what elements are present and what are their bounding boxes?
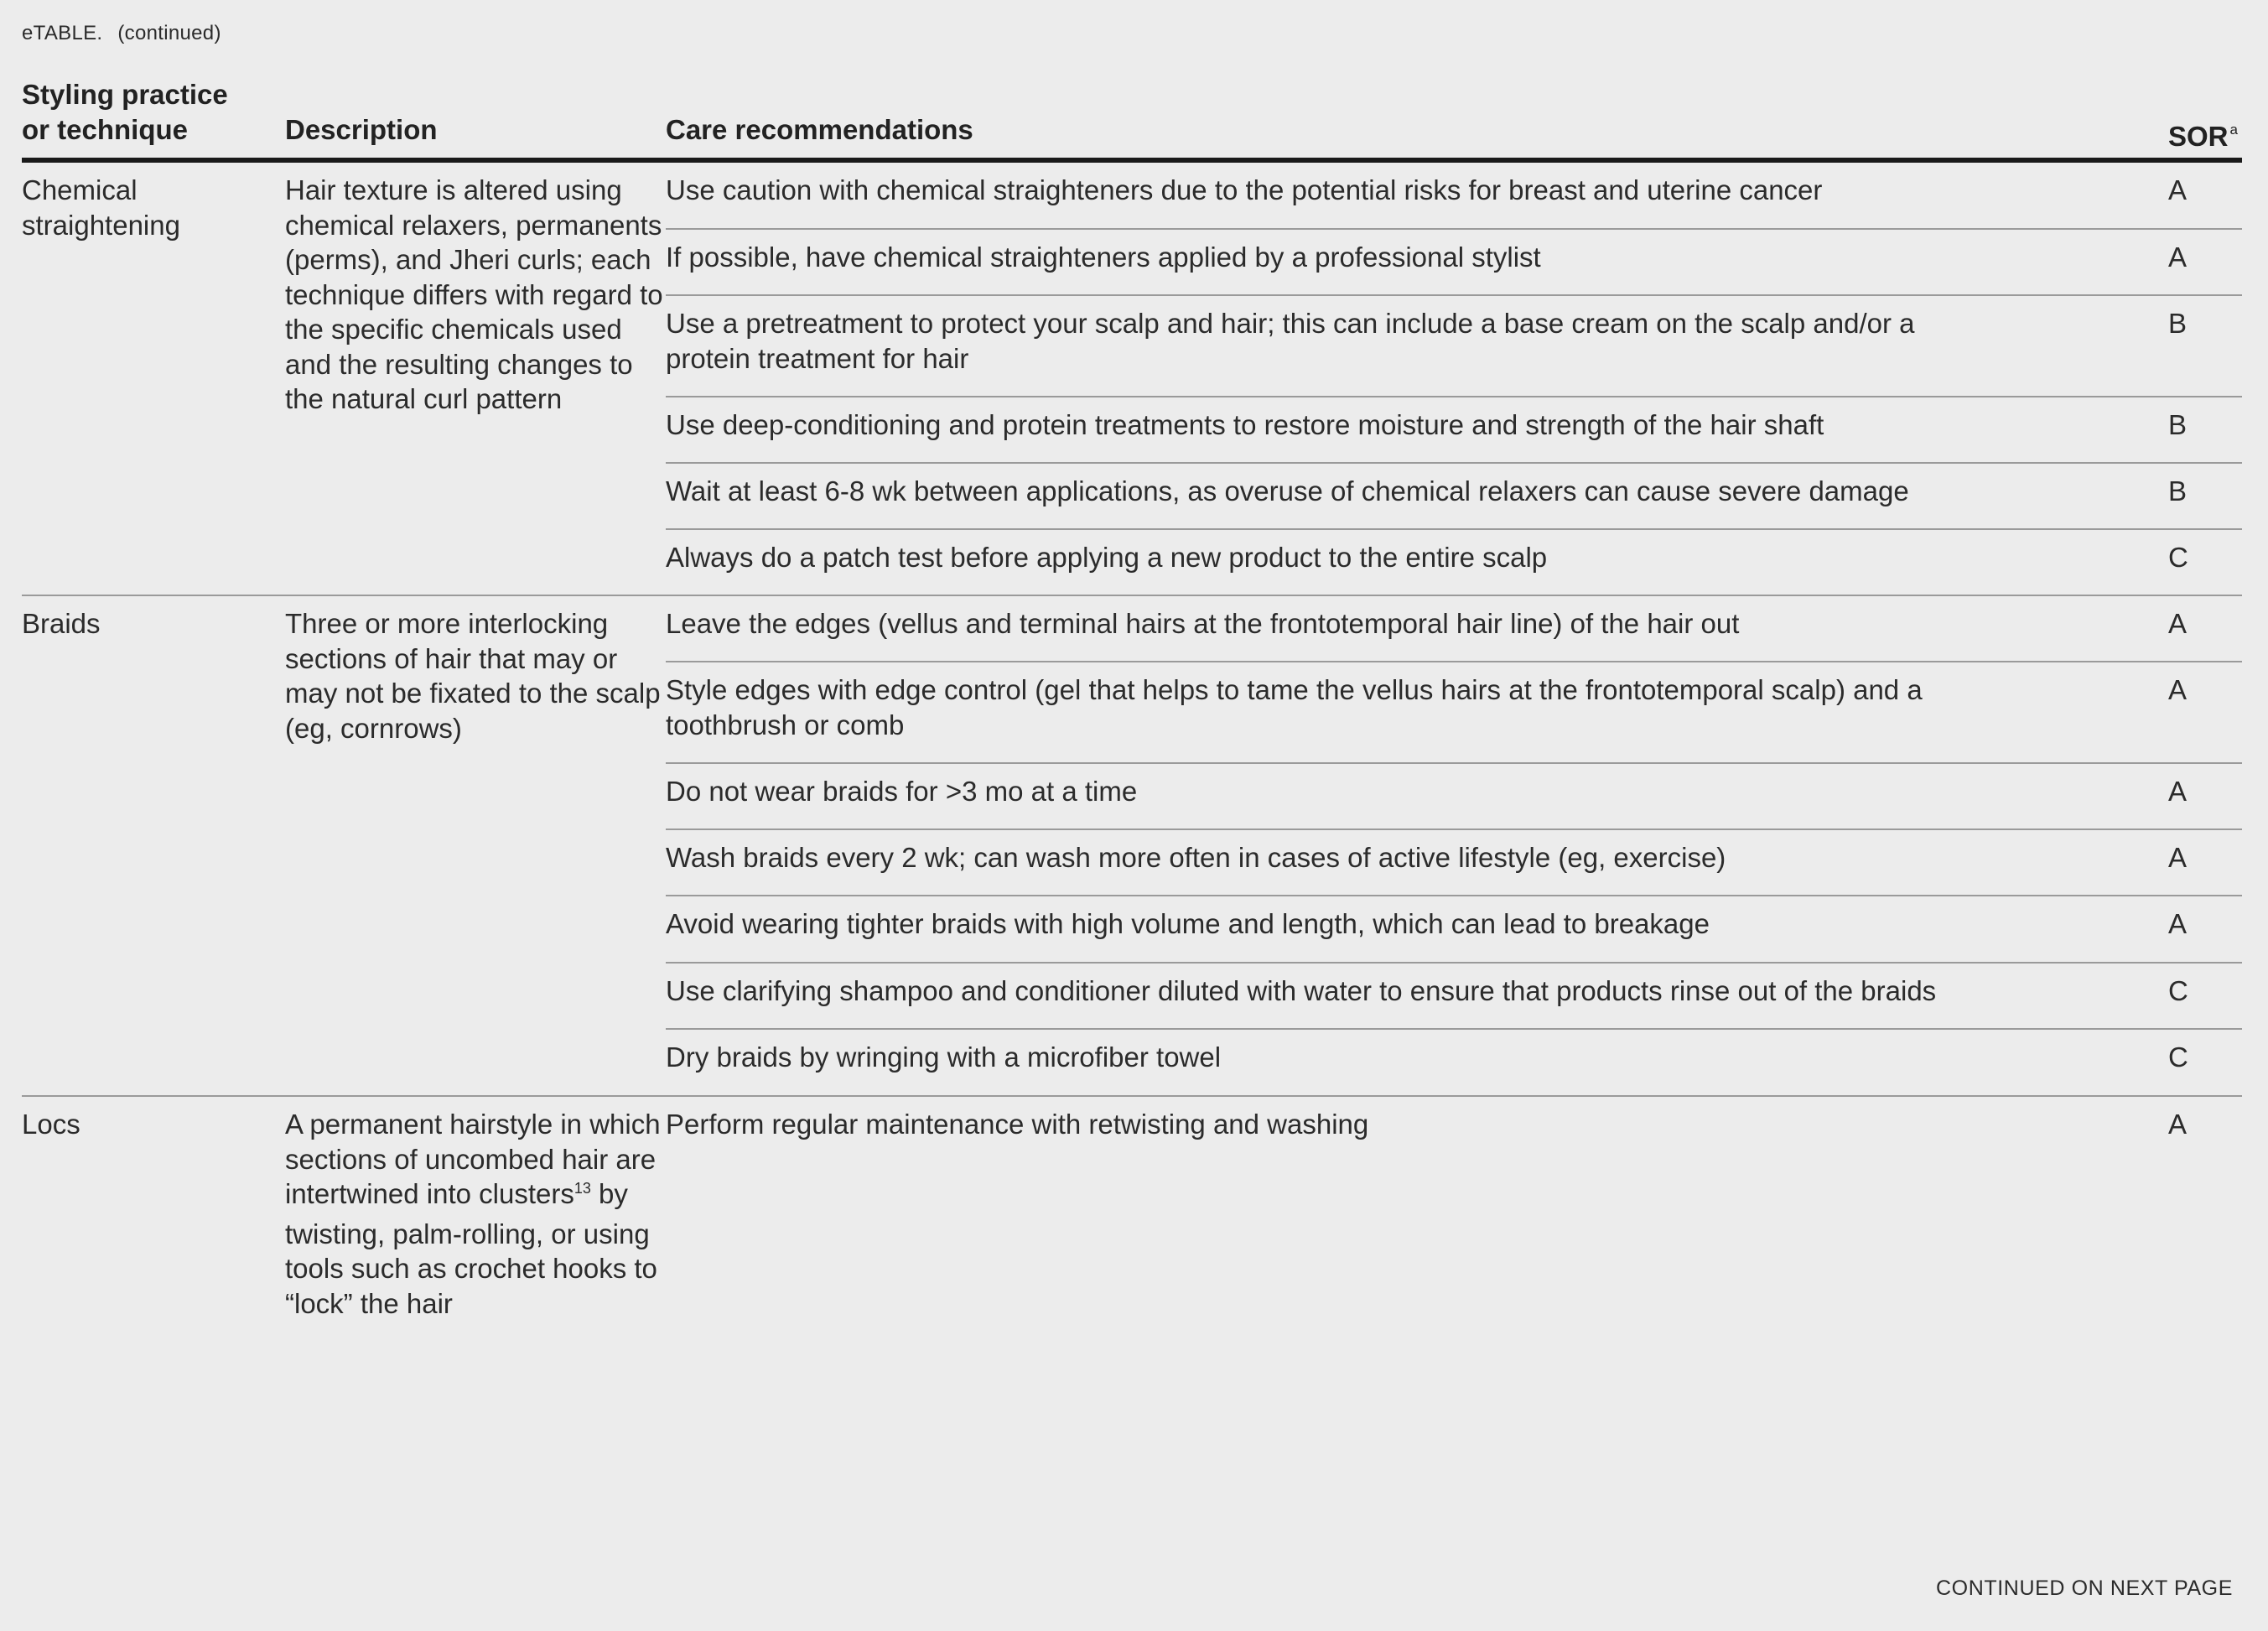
description-text: A permanent hairstyle in which sections of uncombed hair are intertwined into clusters — [285, 1109, 661, 1209]
recommendation-text: Style edges with edge control (gel that helps to tame the vellus hairs at the frontotemporal scalp) and a toothbrush or comb — [666, 674, 1923, 740]
recommendation-text: Always do a patch test before applying a new product to the entire scalp — [666, 542, 1548, 573]
header-rule — [22, 158, 2242, 163]
description-cell: Hair texture is altered using chemical relaxers, permanents (perms), and Jheri curls; each technique differs with regard to the specific chemicals used and the resulting changes to the natural curl pattern — [285, 174, 663, 414]
header-sor — [2168, 119, 2238, 159]
sor-grade: A — [2168, 1109, 2188, 1140]
sor-grade: A — [2168, 674, 2188, 705]
recommendation-text: Leave the edges (vellus and terminal hairs at the frontotemporal hair line) of the hair out — [666, 608, 1740, 639]
row-rule — [666, 661, 2242, 662]
sor-grade: A — [2168, 608, 2188, 639]
sor-grade: C — [2168, 1041, 2188, 1073]
recommendation-text: Avoid wearing tighter braids with high volume and length, which can lead to breakage — [666, 908, 1710, 939]
header-description: Description — [285, 114, 438, 145]
recommendation-text: Perform regular maintenance with retwisting and washing — [666, 1109, 1369, 1140]
sor-grade: A — [2168, 242, 2188, 273]
header-practice-line1: Styling practice — [22, 79, 228, 110]
row-rule — [666, 294, 2242, 296]
recommendation-text: Use caution with chemical straighteners due to the potential risks for breast and uterine cancer — [666, 174, 1823, 205]
recommendation-text: Do not wear braids for >3 mo at a time — [666, 776, 1138, 807]
row-rule — [666, 462, 2242, 464]
sor-grade: C — [2168, 975, 2188, 1006]
practice-cell: Braids — [22, 608, 101, 639]
row-rule — [666, 762, 2242, 764]
sor-grade: A — [2168, 174, 2188, 205]
sor-grade: A — [2168, 842, 2188, 873]
description-text-continued: by twisting, palm-rolling, or using tools such as crochet hooks to “lock” the hair — [285, 1178, 657, 1319]
row-rule — [666, 1028, 2242, 1030]
header-practice-line2: or technique — [22, 114, 189, 145]
header-practice — [22, 77, 228, 148]
row-rule — [666, 228, 2242, 230]
sor-grade: A — [2168, 776, 2188, 807]
practice-cell: Locs — [22, 1109, 80, 1140]
row-rule — [666, 528, 2242, 530]
recommendation-text: Wash braids every 2 wk; can wash more often in cases of active lifestyle (eg, exercise) — [666, 842, 1726, 873]
recommendation-text: If possible, have chemical straighteners applied by a professional stylist — [666, 242, 1541, 273]
description-cell: Three or more interlocking sections of hair that may or may not be fixated to the scalp (eg, cornrows) — [285, 608, 661, 744]
sor-grade: B — [2168, 308, 2188, 339]
header-sor-footnote: a — [2229, 122, 2238, 138]
description-cell — [285, 1107, 671, 1321]
recommendation-text: Wait at least 6-8 wk between applications, as overuse of chemical relaxers can cause severe damage — [666, 475, 1909, 506]
reference-superscript: 13 — [573, 1180, 591, 1197]
recommendation-text: Use clarifying shampoo and conditioner diluted with water to ensure that products rinse out of the braids — [666, 975, 1937, 1006]
recommendation-text: Dry braids by wringing with a microfiber towel — [666, 1041, 1222, 1073]
row-rule — [666, 828, 2242, 830]
row-rule — [666, 895, 2242, 896]
sor-grade: A — [2168, 908, 2188, 939]
sor-grade: B — [2168, 475, 2188, 506]
row-rule — [666, 396, 2242, 397]
row-rule — [666, 962, 2242, 964]
practice-cell: Chemical straightening — [22, 174, 180, 241]
caption-continued: (continued) — [117, 22, 221, 44]
header-sor-text: SOR — [2168, 121, 2229, 152]
header-care: Care recommendations — [666, 114, 973, 145]
sor-grade: C — [2168, 542, 2188, 573]
table-caption — [22, 22, 221, 45]
recommendation-text: Use deep-conditioning and protein treatments to restore moisture and strength of the hair shaft — [666, 409, 1824, 440]
recommendation-text: Use a pretreatment to protect your scalp and hair; this can include a base cream on the scalp and/or a protein treatment for hair — [666, 308, 1915, 374]
group-rule — [22, 1095, 2242, 1097]
sor-grade: B — [2168, 409, 2188, 440]
group-rule — [22, 595, 2242, 596]
caption-label: eTABLE. — [22, 22, 103, 44]
continued-on-next-page: CONTINUED ON NEXT PAGE — [1936, 1576, 2233, 1600]
